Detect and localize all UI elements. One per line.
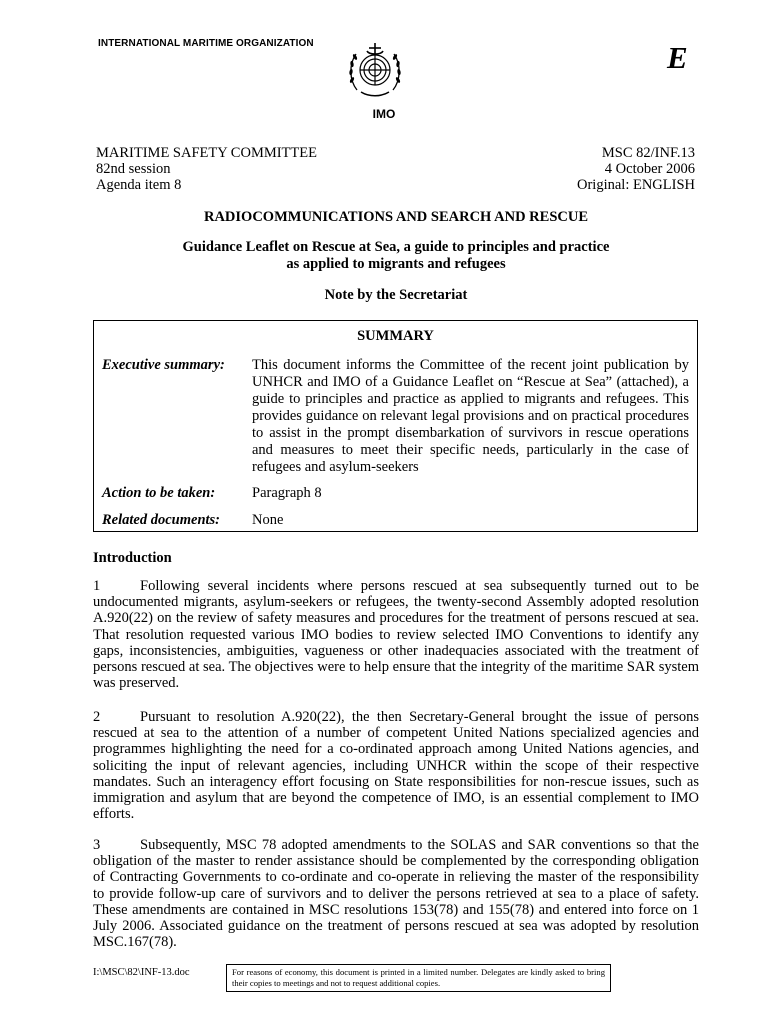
session: 82nd session [96,161,171,177]
paragraph-2 [93,709,699,822]
executive-summary-label: Executive summary: [102,357,225,373]
paragraph-1 [93,578,699,691]
related-documents-value: None [252,512,284,528]
paragraph-text: Subsequently, MSC 78 adopted amendments to the SOLAS and SAR conventions so that the obligation of the master to render assistance should be complemented by the corresponding obligation of Contracting Governments to co-ordinate and co-operate in relieving the master of the responsibility to provide follow-up care of survivors and to deliver the persons retrieved at sea to a place of safety. These amendments are contained in MSC resolutions 153(78) and 155(78) and entered into force on 1 July 2006. Associated guidance on the treatment of persons rescued at sea was adopted by resolution MSC.167(78). [93,837,699,951]
agenda-item: Agenda item 8 [96,177,182,193]
document-ref-block [577,145,695,193]
paragraph-text: Following several incidents where persons rescued at sea subsequently turned out to be undocumented migrants, asylum-seekers or refugees, the twenty-second Assembly adopted resolution A.920(22) on the review of safety measures and procedures for the treatment of persons rescued at sea. That resolution requested various IMO bodies to review selected IMO Conventions to identify any gaps, inconsistencies, ambiguities, vagueness or other inadequacies associated with the treatment of persons rescued at sea. The objectives were to help ensure that the integrity of the maritime SAR system was preserved. [93,578,699,692]
organization-name: INTERNATIONAL MARITIME ORGANIZATION [98,38,314,49]
paragraph-3 [93,837,699,950]
summary-box [93,320,698,532]
note-line: Note by the Secretariat [324,287,468,303]
paragraph-text: Pursuant to resolution A.920(22), the then Secretary-General brought the issue of persons rescued at sea to the attention of a number of competent United Nations specialized agencies and programmes highlighting the need for a co-ordinated approach among United Nations agencies, and soliciting the input of relevant agencies, including UNHCR within the scope of their respective mandates. Such an interagency effort focusing on State responsibilities for non-rescue issues, such as immigration and asylum that are beyond the competence of IMO, is an essential complement to IMO efforts. [93,709,699,823]
committee-block [96,145,317,193]
subtitle-line-2: as applied to migrants and refugees [286,256,506,272]
introduction-heading: Introduction [93,550,172,566]
paragraph-number: 3 [93,837,101,853]
action-value: Paragraph 8 [252,485,322,501]
subtitle [93,239,699,273]
document-number: MSC 82/INF.13 [601,145,695,161]
executive-summary-text: This document informs the Committee of the recent joint publication by UNHCR and IMO of a Guidance Leaflet on “Rescue at Sea” (attached), a guide to principles and practice as applied to migrants and refugees. This provides guidance on relevant legal provisions and on practical procedures to assist in the prompt disembarkation of survivors in rescue operations and measures to meet their specific needs, particularly in the case of refugees and asylum-seekers [252,357,689,475]
paragraph-number: 2 [93,709,101,725]
emblem-label: IMO [372,107,396,121]
footer-file-path: I:\MSC\82\INF-13.doc [93,967,190,978]
action-label: Action to be taken: [102,485,216,501]
related-documents-label: Related documents: [102,512,221,528]
committee-name: MARITIME SAFETY COMMITTEE [96,145,317,161]
imo-emblem-icon [347,40,403,100]
summary-heading: SUMMARY [357,328,434,344]
footer-notice-box: For reasons of economy, this document is printed in a limited number. Delegates are kindly asked to bring their copies to meetings and not to request additional copies. [226,964,611,992]
language-code: E [667,40,688,75]
original-language: Original: ENGLISH [577,177,695,193]
document-date: 4 October 2006 [604,161,695,177]
main-title: RADIOCOMMUNICATIONS AND SEARCH AND RESCUE [203,209,589,225]
paragraph-number: 1 [93,578,101,594]
subtitle-line-1: Guidance Leaflet on Rescue at Sea, a guide to principles and practice [182,239,610,255]
